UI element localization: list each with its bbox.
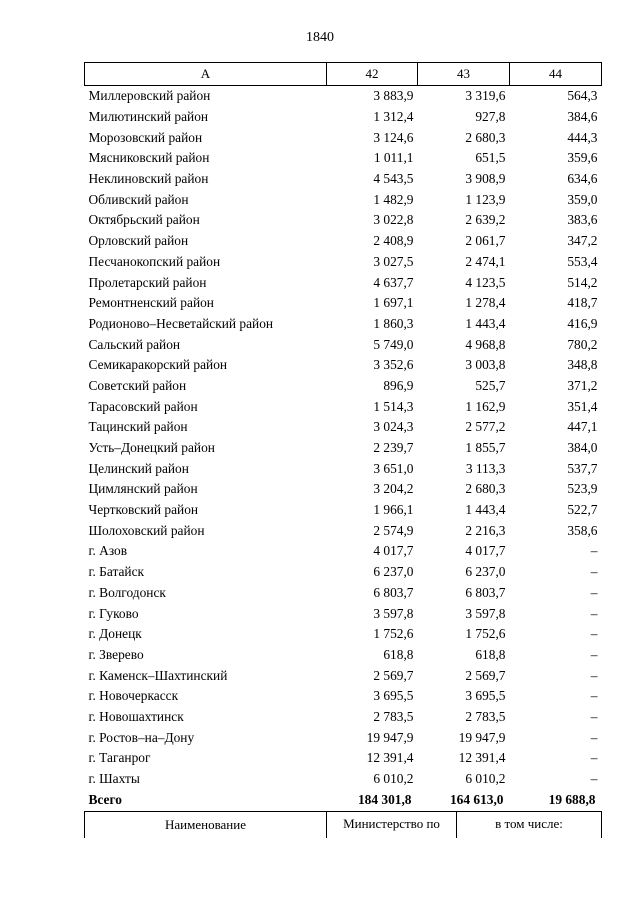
cell-name: г. Таганрог <box>88 750 151 766</box>
table-body <box>85 86 602 811</box>
cell-col-42: 3 024,3 <box>373 419 414 435</box>
table-row <box>85 107 602 128</box>
cell-col-44: 384,6 <box>567 109 598 125</box>
table-row <box>85 665 602 686</box>
cell-col-44: 444,3 <box>567 129 598 145</box>
cell-col-43: 164 613,0 <box>449 791 504 807</box>
cell-col-44: – <box>590 605 598 621</box>
cell-col-42: 1 482,9 <box>373 191 414 207</box>
cell-name: Усть–Донецкий район <box>88 440 215 456</box>
cell-col-42: 1 514,3 <box>373 398 414 414</box>
table-row <box>85 314 602 335</box>
cell-col-42: 1 860,3 <box>373 315 414 331</box>
cell-col-42: 2 408,9 <box>373 233 414 249</box>
cell-col-42: 1 966,1 <box>373 502 414 518</box>
cell-name: г. Батайск <box>88 564 145 580</box>
cell-col-43: 2 577,2 <box>465 419 506 435</box>
table-row <box>85 189 602 210</box>
cell-name: Пролетарский район <box>88 274 207 290</box>
table-row <box>85 541 602 562</box>
cell-col-43: 4 123,5 <box>465 274 506 290</box>
cell-col-43: 2 639,2 <box>465 212 506 228</box>
cell-col-44: 447,1 <box>567 419 598 435</box>
cell-col-44: 537,7 <box>567 460 598 476</box>
cell-col-44: – <box>590 646 598 662</box>
cell-col-44: – <box>590 667 598 683</box>
cell-col-43: 3 908,9 <box>465 171 506 187</box>
cell-name: Ремонтненский район <box>88 295 214 311</box>
cell-col-44: 383,6 <box>567 212 598 228</box>
cell-col-43: 651,5 <box>475 150 506 166</box>
cell-name: Тацинский район <box>88 419 188 435</box>
cell-col-44: 351,4 <box>567 398 598 414</box>
cell-col-43: 6 237,0 <box>465 564 506 580</box>
table-row <box>85 748 602 769</box>
cell-col-42: 2 783,5 <box>373 708 414 724</box>
cell-name: г. Волгодонск <box>88 584 166 600</box>
cell-col-42: 2 574,9 <box>373 522 414 538</box>
cell-col-42: 1 697,1 <box>373 295 414 311</box>
cell-col-43: 1 443,4 <box>465 502 506 518</box>
cell-col-44: 358,6 <box>567 522 598 538</box>
cell-col-43: 927,8 <box>475 109 506 125</box>
header-col-42: 42 <box>327 63 418 86</box>
cell-name: Всего <box>88 791 122 807</box>
cell-col-43: 2 783,5 <box>465 708 506 724</box>
cell-col-42: 2 239,7 <box>373 440 414 456</box>
cell-col-44: – <box>590 543 598 559</box>
table-row <box>85 458 602 479</box>
table-row <box>85 500 602 521</box>
table-row <box>85 769 602 790</box>
table-row <box>85 169 602 190</box>
header-col-a: А <box>85 63 327 86</box>
table-row <box>85 707 602 728</box>
cell-col-43: 1 855,7 <box>465 440 506 456</box>
cell-col-44: – <box>590 626 598 642</box>
table-row <box>85 520 602 541</box>
cell-col-44: 514,2 <box>567 274 598 290</box>
cell-name: Шолоховский район <box>88 522 205 538</box>
cell-col-42: 3 027,5 <box>373 253 414 269</box>
cell-col-44: – <box>590 584 598 600</box>
cell-col-42: 4 017,7 <box>373 543 414 559</box>
cell-col-43: 3 695,5 <box>465 688 506 704</box>
data-table <box>84 62 602 810</box>
cell-col-44: 553,4 <box>567 253 598 269</box>
cell-col-43: 3 113,3 <box>465 460 506 476</box>
table-row <box>85 686 602 707</box>
cell-col-42: 184 301,8 <box>357 791 412 807</box>
cell-col-43: 3 597,8 <box>465 605 506 621</box>
cell-col-43: 1 162,9 <box>465 398 506 414</box>
cell-name: г. Шахты <box>88 771 140 787</box>
cell-col-42: 5 749,0 <box>373 336 414 352</box>
cell-name: Орловский район <box>88 233 189 249</box>
cell-col-43: 4 968,8 <box>465 336 506 352</box>
cell-col-42: 618,8 <box>383 646 414 662</box>
table-row <box>85 479 602 500</box>
table-row <box>85 231 602 252</box>
cell-col-44: – <box>590 688 598 704</box>
cell-col-44: 371,2 <box>567 377 598 393</box>
total-row <box>85 789 602 810</box>
cell-col-43: 2 680,3 <box>465 481 506 497</box>
next-header-ministry: Министерство по <box>327 812 457 839</box>
table-row <box>85 86 602 107</box>
cell-col-43: 618,8 <box>475 646 506 662</box>
cell-col-43: 3 319,6 <box>465 88 506 104</box>
cell-name: г. Донецк <box>88 626 142 642</box>
cell-col-44: 634,6 <box>567 171 598 187</box>
cell-col-42: 3 022,8 <box>373 212 414 228</box>
table-row <box>85 396 602 417</box>
cell-col-44: – <box>590 564 598 580</box>
cell-col-42: 3 883,9 <box>373 88 414 104</box>
cell-col-42: 6 010,2 <box>373 771 414 787</box>
cell-col-42: 19 947,9 <box>366 729 414 745</box>
cell-name: Семикаракорский район <box>88 357 228 373</box>
cell-col-42: 1 752,6 <box>373 626 414 642</box>
cell-name: Неклиновский район <box>88 171 209 187</box>
cell-col-42: 896,9 <box>383 377 414 393</box>
cell-col-42: 3 352,6 <box>373 357 414 373</box>
table-row <box>85 272 602 293</box>
table-row <box>85 438 602 459</box>
cell-col-43: 2 061,7 <box>465 233 506 249</box>
cell-col-43: 2 216,3 <box>465 522 506 538</box>
cell-col-42: 12 391,4 <box>366 750 414 766</box>
cell-name: Целинский район <box>88 460 189 476</box>
header-col-44: 44 <box>510 63 602 86</box>
table-row <box>85 417 602 438</box>
page-number: 1840 <box>306 30 334 45</box>
table-row <box>85 603 602 624</box>
cell-col-43: 1 278,4 <box>465 295 506 311</box>
table-row <box>85 624 602 645</box>
cell-name: Октябрьский район <box>88 212 200 228</box>
cell-col-43: 6 010,2 <box>465 771 506 787</box>
cell-name: г. Новошахтинск <box>88 708 184 724</box>
cell-col-44: 359,6 <box>567 150 598 166</box>
cell-col-44: 522,7 <box>567 502 598 518</box>
next-header-including: в том числе: <box>457 812 602 839</box>
next-table-header <box>84 811 602 838</box>
cell-col-42: 4 637,7 <box>373 274 414 290</box>
cell-name: г. Ростов–на–Дону <box>88 729 195 745</box>
cell-col-43: 3 003,8 <box>465 357 506 373</box>
cell-name: г. Новочеркасск <box>88 688 179 704</box>
cell-col-44: 418,7 <box>567 295 598 311</box>
cell-name: Обливский район <box>88 191 189 207</box>
cell-col-44: 347,2 <box>567 233 598 249</box>
cell-col-43: 12 391,4 <box>458 750 506 766</box>
cell-name: Миллеровский район <box>88 88 211 104</box>
cell-col-42: 4 543,5 <box>373 171 414 187</box>
table-row <box>85 562 602 583</box>
cell-name: Тарасовский район <box>88 398 198 414</box>
cell-col-44: 780,2 <box>567 336 598 352</box>
next-header-name: Наименование <box>85 812 327 839</box>
cell-name: Цимлянский район <box>88 481 198 497</box>
cell-col-43: 1 443,4 <box>465 315 506 331</box>
cell-name: Чертковский район <box>88 502 199 518</box>
cell-name: Морозовский район <box>88 129 203 145</box>
cell-col-43: 1 752,6 <box>465 626 506 642</box>
cell-col-43: 6 803,7 <box>465 584 506 600</box>
cell-name: Мясниковский район <box>88 150 210 166</box>
header-col-43: 43 <box>418 63 510 86</box>
cell-col-42: 3 695,5 <box>373 688 414 704</box>
cell-name: г. Гуково <box>88 605 139 621</box>
cell-col-44: – <box>590 708 598 724</box>
cell-col-44: – <box>590 729 598 745</box>
cell-col-42: 3 124,6 <box>373 129 414 145</box>
table-row <box>85 252 602 273</box>
cell-name: Сальский район <box>88 336 181 352</box>
cell-col-42: 1 312,4 <box>373 109 414 125</box>
cell-col-44: 359,0 <box>567 191 598 207</box>
table-row <box>85 210 602 231</box>
cell-col-44: 348,8 <box>567 357 598 373</box>
cell-col-43: 2 474,1 <box>465 253 506 269</box>
cell-col-43: 2 680,3 <box>465 129 506 145</box>
table-row <box>85 727 602 748</box>
cell-name: Песчанокопский район <box>88 253 221 269</box>
table-row <box>85 583 602 604</box>
cell-col-44: 19 688,8 <box>548 791 596 807</box>
cell-name: г. Азов <box>88 543 128 559</box>
table-row <box>85 376 602 397</box>
header-row <box>85 63 602 86</box>
cell-col-44: 384,0 <box>567 440 598 456</box>
cell-col-44: 564,3 <box>567 88 598 104</box>
cell-col-42: 6 237,0 <box>373 564 414 580</box>
cell-col-44: – <box>590 771 598 787</box>
cell-col-43: 4 017,7 <box>465 543 506 559</box>
cell-col-42: 3 597,8 <box>373 605 414 621</box>
table-row <box>85 293 602 314</box>
cell-col-42: 3 651,0 <box>373 460 414 476</box>
cell-col-44: – <box>590 750 598 766</box>
cell-name: Родионово–Несветайский район <box>88 315 274 331</box>
table-row <box>85 355 602 376</box>
table-row <box>85 334 602 355</box>
cell-name: г. Каменск–Шахтинский <box>88 667 228 683</box>
cell-col-42: 2 569,7 <box>373 667 414 683</box>
cell-col-42: 6 803,7 <box>373 584 414 600</box>
cell-col-43: 2 569,7 <box>465 667 506 683</box>
cell-col-42: 1 011,1 <box>373 150 414 166</box>
cell-name: г. Зверево <box>88 646 144 662</box>
next-header-row <box>85 812 602 839</box>
cell-col-44: 416,9 <box>567 315 598 331</box>
cell-name: Советский район <box>88 377 187 393</box>
table-row <box>85 127 602 148</box>
cell-name: Милютинский район <box>88 109 209 125</box>
table-row <box>85 148 602 169</box>
cell-col-44: 523,9 <box>567 481 598 497</box>
cell-col-43: 525,7 <box>475 377 506 393</box>
table-row <box>85 645 602 666</box>
cell-col-43: 19 947,9 <box>458 729 506 745</box>
cell-col-43: 1 123,9 <box>465 191 506 207</box>
cell-col-42: 3 204,2 <box>373 481 414 497</box>
